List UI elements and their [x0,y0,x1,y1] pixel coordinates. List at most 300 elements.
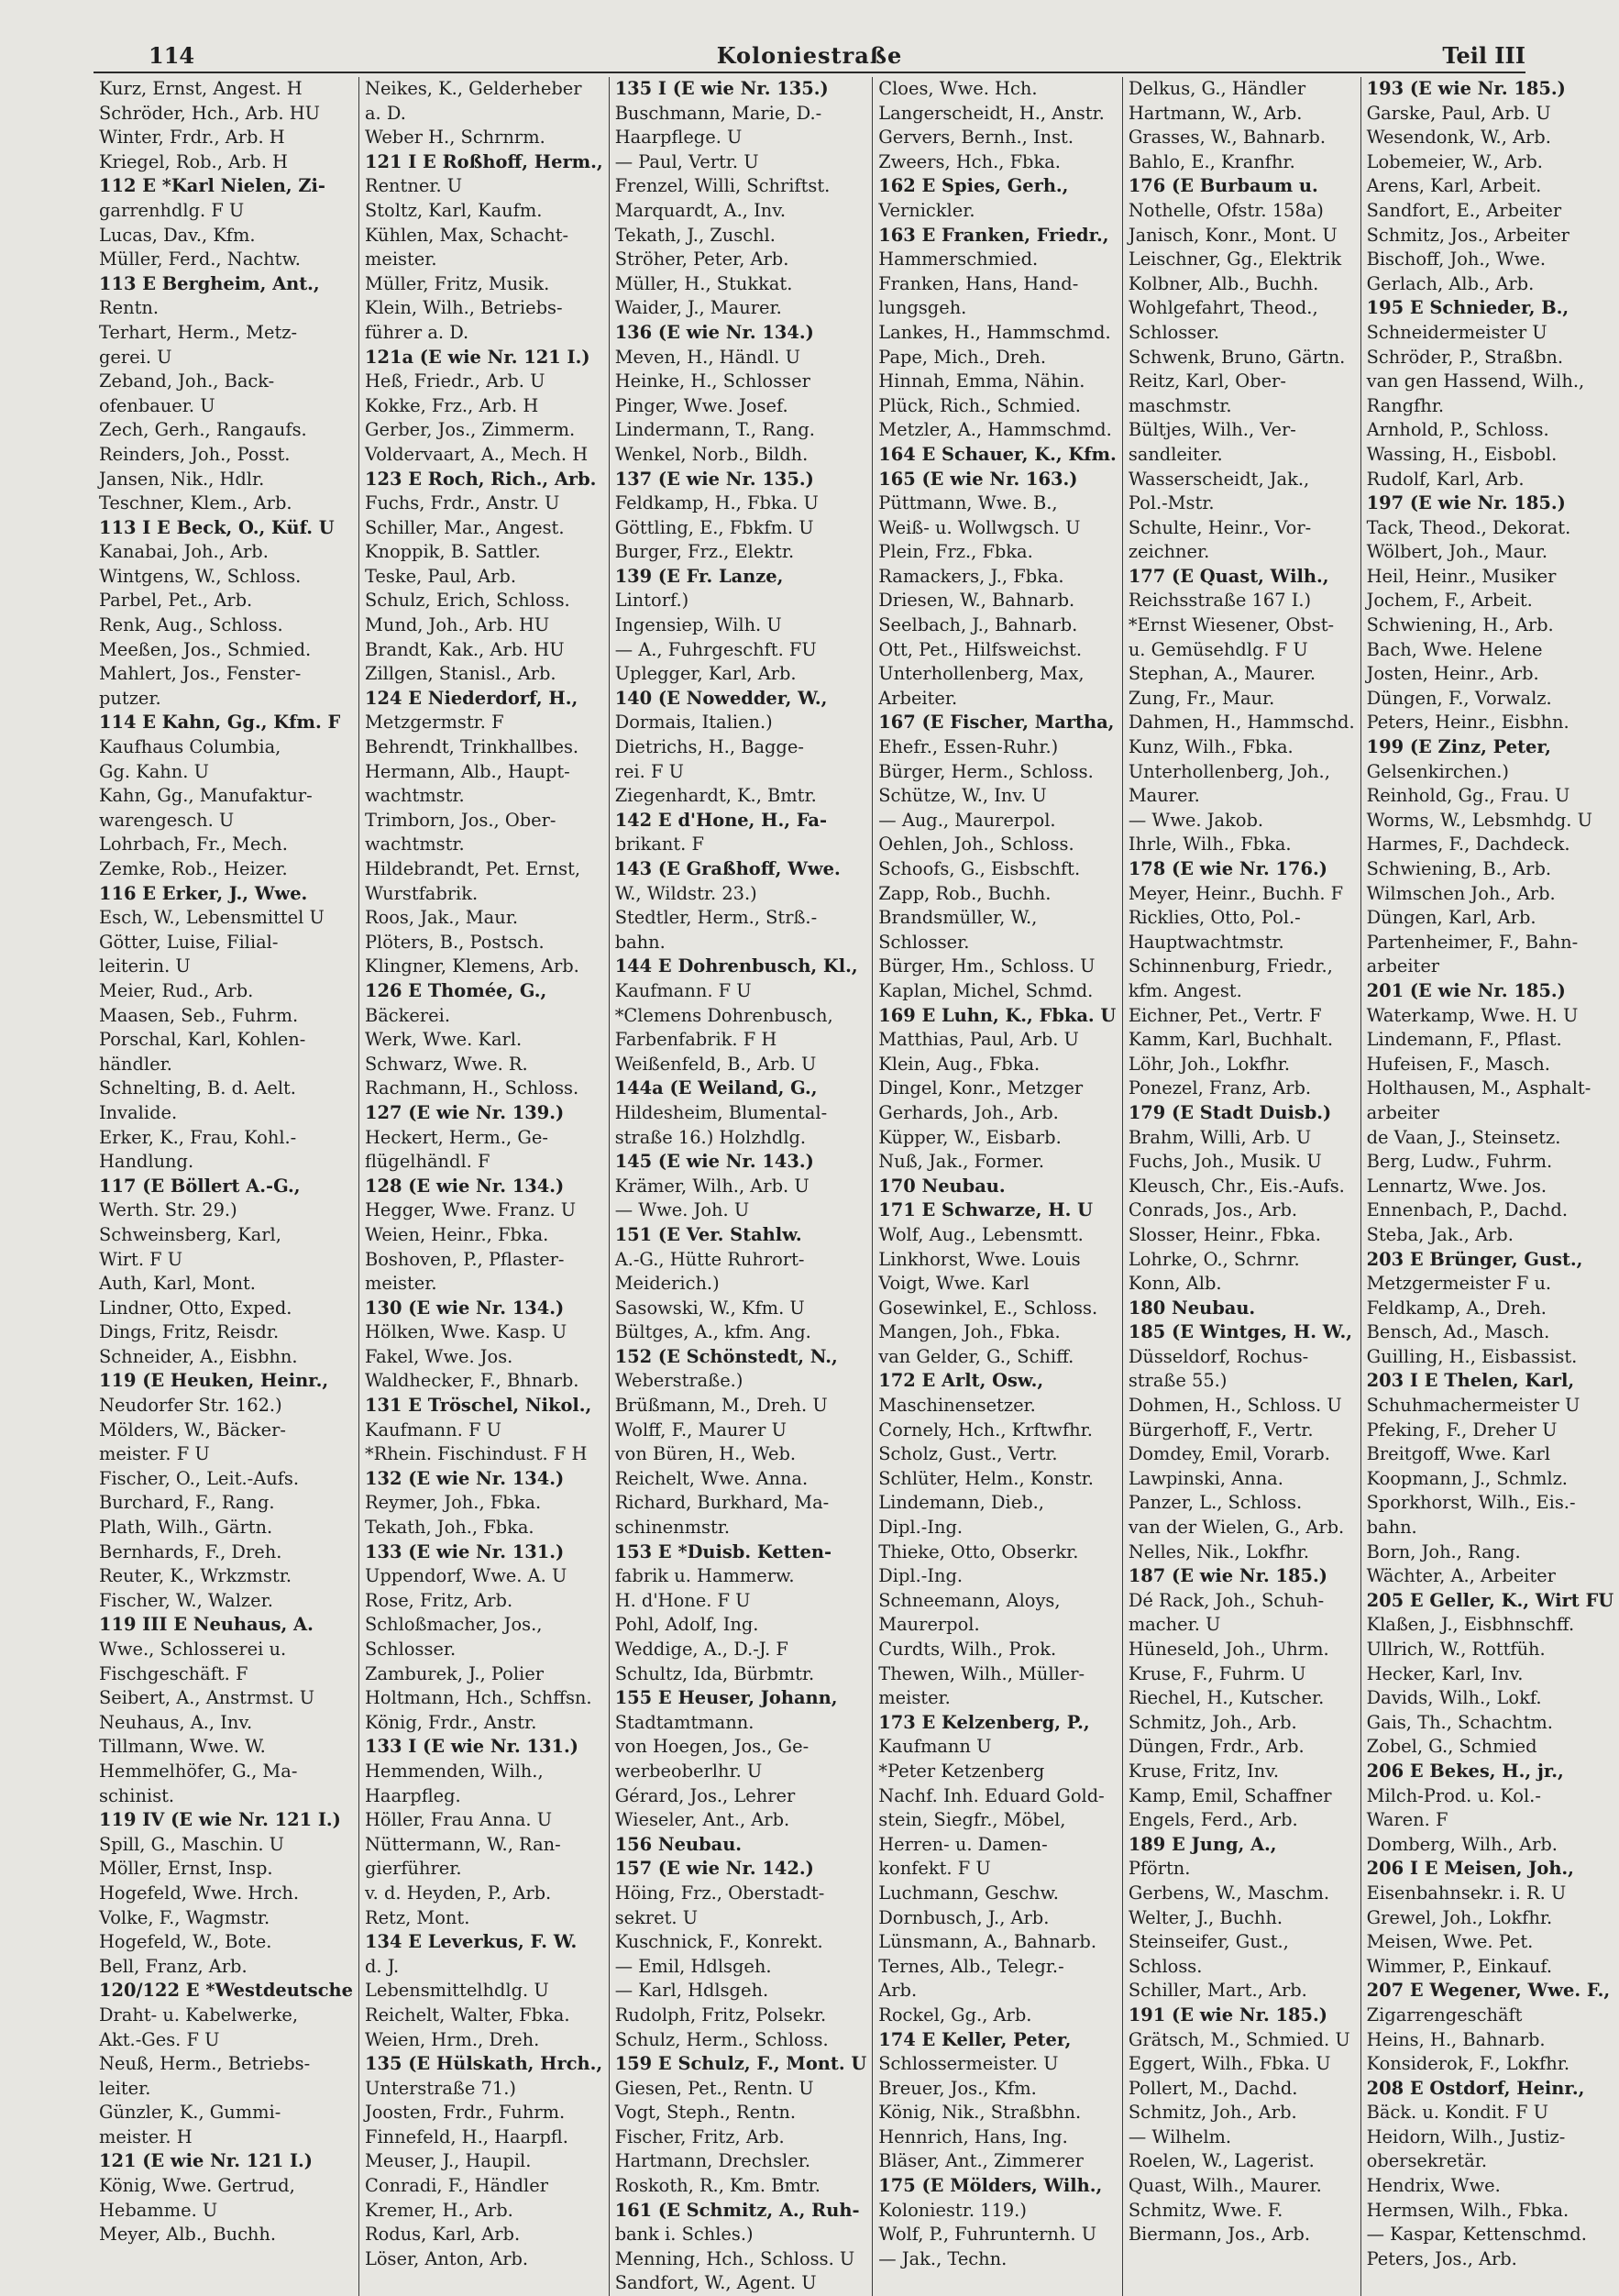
directory-entry: Eggert, Wilh., Fbka. U [1128,2053,1331,2075]
directory-entry: 137 (E wie Nr. 135.) [614,468,814,490]
directory-entry: Uppendorf, Wwe. A. U [364,1565,567,1587]
directory-entry: führer a. D. [364,321,469,343]
directory-entry: Meeßen, Jos., Schmied. [99,638,312,660]
directory-entry: meister. [878,1687,951,1709]
directory-entry: Farbenfabrik. F H [614,1029,777,1051]
directory-entry: 121a (E wie Nr. 121 I.) [364,346,590,368]
directory-entry: Nelles, Nik., Lokfhr. [1128,1540,1310,1562]
directory-entry: Reuter, K., Wrkzmstr. [99,1565,292,1587]
directory-entry: Guilling, H., Eisbassist. [1366,1345,1578,1367]
directory-entry: Bürger, Hm., Schloss. U [878,955,1096,977]
directory-entry: Weißenfeld, B., Arb. U [614,1053,817,1075]
directory-entry: Slosser, Heinr., Fbka. [1128,1223,1321,1245]
directory-entry: Neuhaus, A., Inv. [99,1711,253,1733]
directory-entry: Schlosser. [364,1639,457,1660]
directory-entry: Lobemeier, W., Arb. [1366,150,1543,172]
directory-entry: Löhr, Joh., Lokfhr. [1128,1053,1291,1075]
directory-entry: Kaufmann. F U [364,1418,501,1441]
directory-entry: Wintgens, W., Schloss. [99,565,302,587]
directory-entry: Steinseifer, Gust., [1128,1931,1289,1953]
directory-entry: Küpper, W., Eisbarb. [878,1126,1062,1148]
directory-entry: sekret. U [614,1906,699,1928]
directory-entry: meister. [364,248,437,270]
directory-entry: lungsgeh. [878,297,967,319]
directory-entry: Plath, Wilh., Gärtn. [99,1517,273,1539]
directory-entry: Kremer, H., Arb. [364,2199,513,2221]
directory-entry: Scholz, Gust., Vertr. [878,1443,1058,1465]
directory-entry: Jansen, Nik., Hdlr. [99,468,265,490]
directory-entry: Reichsstraße 167 I.) [1128,590,1312,612]
directory-entry: gerei. U [99,346,172,368]
directory-entry: warengesch. U [99,809,235,831]
directory-entry: Curdts, Wilh., Prok. [878,1639,1057,1660]
directory-entry: Worms, W., Lebsmhdg. U [1366,809,1592,831]
directory-entry: 133 (E wie Nr. 131.) [364,1540,565,1562]
directory-entry: Kriegel, Rob., Arb. H [99,150,288,172]
directory-entry: Thewen, Wilh., Müller- [878,1662,1085,1684]
directory-entry: 117 (E Böllert A.-G., [99,1175,301,1197]
directory-entry: Meuser, J., Haupil. [364,2150,532,2172]
directory-entry: Retz, Mont. [364,1906,470,1928]
directory-entry: Luchmann, Geschw. [878,1882,1059,1904]
directory-entry: Hemmelhöfer, G., Ma- [99,1760,298,1782]
directory-entry: Eisenbahnsekr. i. R. U [1366,1882,1567,1904]
directory-entry: Buschmann, Marie, D.- [614,102,822,124]
directory-entry: Schultz, Ida, Bürbmtr. [614,1662,815,1684]
directory-entry: Hammerschmied. [878,248,1039,270]
directory-entry: Rockel, Gg., Arb. [878,2003,1032,2026]
directory-entry: Peters, Jos., Arb. [1366,2247,1517,2269]
directory-entry: Driesen, W., Bahnarb. [878,590,1075,612]
directory-entry: Meisen, Wwe. Pet. [1366,1931,1534,1953]
directory-entry: Kühlen, Max, Schacht- [364,224,569,246]
directory-entry: Menning, Hch., Schloss. U [614,2247,855,2269]
directory-entry: 144 E Dohrenbusch, Kl., [614,955,858,977]
directory-entry: A.-G., Hütte Ruhrort- [614,1248,805,1270]
directory-entry: 121 (E wie Nr. 121 I.) [99,2150,313,2172]
directory-entry: 153 E *Duisb. Ketten- [614,1540,832,1562]
directory-entry: Kruse, Fritz, Inv. [1128,1760,1280,1782]
directory-entry: Vogt, Steph., Rentn. [614,2102,797,2124]
directory-entry: Fakel, Wwe. Jos. [364,1345,513,1367]
directory-entry: Wolf, Aug., Lebensmtt. [878,1223,1084,1245]
directory-entry: Klaßen, J., Eisbhnschff. [1366,1614,1575,1636]
directory-entry: Dahmen, H., Hammschd. [1128,712,1355,734]
directory-entry: Heckert, Herm., Ge- [364,1126,548,1148]
directory-entry: Plöters, B., Postsch. [364,931,545,953]
directory-entry: Nachf. Inh. Eduard Gold- [878,1784,1105,1806]
directory-entry: Peters, Heinr., Eisbhn. [1366,712,1569,734]
directory-entry: 187 (E wie Nr. 185.) [1128,1565,1327,1587]
directory-entry: Joosten, Frdr., Fuhrm. [364,2102,566,2124]
directory-entry: Bernhards, F., Dreh. [99,1540,282,1562]
directory-entry: Feldkamp, H., Fbka. U [614,492,819,514]
directory-entry: Rodus, Karl, Arb. [364,2224,521,2246]
directory-entry: Bürger, Herm., Schloss. [878,760,1094,782]
directory-entry: de Vaan, J., Steinsetz. [1366,1126,1561,1148]
directory-entry: Waren. F [1366,1809,1448,1831]
directory-entry: Rudolf, Karl, Arb. [1366,468,1525,490]
directory-entry: Waider, J., Maurer. [614,297,782,319]
directory-entry: von Hoegen, Jos., Ge- [614,1736,810,1758]
directory-entry: Domberg, Wilh., Arb. [1366,1833,1558,1855]
directory-entry: Löser, Anton, Arb. [364,2247,529,2269]
directory-entry: Schmitz, Joh., Arb. [1128,2102,1297,2124]
directory-entry: Voldervaart, A., Mech. H [364,443,589,465]
directory-entry: Stephan, A., Maurer. [1128,663,1316,685]
directory-entry: Richard, Burkhard, Ma- [614,1492,830,1514]
directory-entry: Hufeisen, F., Masch. [1366,1053,1550,1075]
directory-entry: Düngen, Frdr., Arb. [1128,1736,1305,1758]
directory-entry: brikant. F [614,833,704,855]
directory-entry: Rachmann, H., Schloss. [364,1077,579,1099]
directory-entry: Unterhollenberg, Joh., [1128,760,1330,782]
directory-entry: — Emil, Hdlsgeh. [614,1955,772,1977]
directory-entry: Hemmenden, Wilh., [364,1760,544,1782]
directory-entry: Metzgermeister F u. [1366,1273,1552,1295]
directory-entry: Bischoff, Joh., Wwe. [1366,248,1547,270]
directory-entry: Mahlert, Jos., Fenster- [99,663,302,685]
directory-entry: Draht- u. Kabelwerke, [99,2003,299,2026]
street-title: Koloniestraße [716,42,903,69]
directory-entry: Zemke, Rob., Heizer. [99,858,288,879]
directory-entry: Maasen, Seb., Fuhrm. [99,1004,299,1026]
directory-entry: 174 E Keller, Peter, [878,2028,1072,2050]
directory-entry: Schweinsberg, Karl, [99,1223,281,1245]
directory-entry: Müller, H., Stukkat. [614,272,793,294]
directory-entry: Quast, Wilh., Maurer. [1128,2175,1322,2197]
directory-entry: Haarpflege. U [614,127,743,149]
directory-entry: Maschinensetzer. [878,1395,1036,1417]
directory-entry: Pinger, Wwe. Josef. [614,394,788,416]
directory-entry: Schlossermeister. U [878,2053,1059,2075]
directory-entry: Dornbusch, J., Arb. [878,1906,1050,1928]
directory-entry: 195 E Schnieder, B., [1366,297,1569,319]
directory-entry: 177 (E Quast, Wilh., [1128,565,1329,587]
directory-entry: d. J. [364,1955,400,1977]
directory-entry: König, Nik., Straßbhn. [878,2102,1082,2124]
directory-entry: Bahlo, E., Kranfhr. [1128,150,1295,172]
directory-entry: Dipl.-Ing. [878,1517,964,1539]
directory-entry: Schiller, Mart., Arb. [1128,1980,1307,2002]
directory-entry: Parbel, Pet., Arb. [99,590,253,612]
directory-entry: Lennartz, Wwe. Jos. [1366,1175,1547,1197]
directory-entry: Davids, Wilh., Lokf. [1366,1687,1542,1709]
directory-entry: Reichelt, Walter, Fbka. [364,2003,570,2026]
directory-entry: Wächter, A., Arbeiter [1366,1565,1556,1587]
directory-entry: 157 (E wie Nr. 142.) [614,1858,814,1880]
directory-entry: 144a (E Weiland, G., [614,1077,818,1099]
directory-entry: Eichner, Pet., Vertr. F [1128,1004,1322,1026]
directory-entry: Giesen, Pet., Rentn. U [614,2077,814,2099]
directory-entry: Reinhold, Gg., Frau. U [1366,785,1570,807]
section-label: Teil III [1442,42,1525,69]
directory-entry: Grätsch, M., Schmied. U [1128,2028,1350,2050]
directory-entry: Meiderich.) [614,1273,720,1295]
directory-entry: obersekretär. [1366,2150,1488,2172]
directory-entry: Plück, Rich., Schmied. [878,394,1081,416]
directory-entry: Lindemann, Dieb., [878,1492,1044,1514]
directory-entry: 206 I E Meisen, Joh., [1366,1858,1574,1880]
directory-entry: Müller, Fritz, Musik. [364,272,550,294]
directory-entry: 179 (E Stadt Duisb.) [1128,1101,1332,1123]
directory-entry: 180 Neubau. [1128,1297,1256,1319]
directory-entry: Holtmann, Hch., Schffsn. [364,1687,592,1709]
directory-entry: Rentner. U [364,175,463,197]
directory-entry: Pförtn. [1128,1858,1191,1880]
directory-entry: Josten, Heinr., Arb. [1366,663,1539,685]
directory-entry: bahn. [614,931,666,953]
directory-entry: Kleusch, Chr., Eis.-Aufs. [1128,1175,1345,1197]
directory-entry: Sporkhorst, Wilh., Eis.- [1366,1492,1576,1514]
directory-entry: — Karl, Hdlsgeh. [614,1980,769,2002]
directory-entry: Koopmann, J., Schmlz. [1366,1467,1568,1489]
directory-entry: van der Wielen, G., Arb. [1128,1517,1345,1539]
directory-entry: wachtmstr. [364,833,465,855]
directory-entry: Waterkamp, Wwe. H. U [1366,1004,1579,1026]
directory-entry: 126 E Thomée, G., [364,979,547,1001]
directory-entry: — Wwe. Joh. U [614,1199,750,1221]
directory-entry: Uplegger, Karl, Arb. [614,663,797,685]
directory-entry: Schinnenburg, Friedr., [1128,955,1333,977]
directory-entry: Partenheimer, F., Bahn- [1366,931,1579,953]
directory-entry: Wesendonk, W., Arb. [1366,127,1551,149]
directory-entry: Meven, H., Händl. U [614,346,800,368]
directory-entry: Hölken, Wwe. Kasp. U [364,1321,567,1343]
directory-entry: Pohl, Adolf, Ing. [614,1614,759,1636]
directory-entry: 127 (E wie Nr. 139.) [364,1101,565,1123]
directory-entry: Schwarz, Wwe. R. [364,1053,528,1075]
directory-entry: 176 (E Burbaum u. [1128,175,1318,197]
directory-entry: gierführer. [364,1858,462,1880]
column-3 [610,77,874,2296]
directory-entry: 203 I E Thelen, Karl, [1366,1370,1575,1392]
directory-entry: Rangfhr. [1366,394,1445,416]
directory-entry: Kamp, Emil, Schaffner [1128,1784,1332,1806]
directory-entry: Lawpinski, Anna. [1128,1467,1283,1489]
column-5 [1123,77,1361,2296]
directory-entry: Kahn, Gg., Manufaktur- [99,785,313,807]
directory-entry: Ternes, Alb., Telegr.- [878,1955,1064,1977]
directory-entry: Hildebrandt, Pet. Ernst, [364,858,581,879]
directory-entry: Schröder, P., Straßbn. [1366,346,1564,368]
directory-entry: 124 E Niederdorf, H., [364,687,578,709]
directory-entry: 170 Neubau. [878,1175,1006,1197]
directory-entry: Hendrix, Wwe. [1366,2175,1501,2197]
directory-entry: Schlosser. [878,931,970,953]
directory-entry: 208 E Ostdorf, Heinr., [1366,2077,1585,2099]
directory-entry: H. d'Hone. F U [614,1589,751,1611]
directory-entry: Zamburek, J., Polier [364,1662,544,1684]
directory-entry: Wolf, P., Fuhrunternh. U [878,2224,1097,2246]
directory-entry: Reinders, Joh., Posst. [99,443,291,465]
directory-entry: 133 I (E wie Nr. 131.) [364,1736,578,1758]
directory-entry: arbeiter [1366,955,1440,977]
directory-entry: 145 (E wie Nr. 143.) [614,1151,814,1173]
directory-entry: 165 (E wie Nr. 163.) [878,468,1078,490]
directory-entry: Heinke, H., Schlosser [614,370,810,392]
directory-entry: — Aug., Maurerpol. [878,809,1056,831]
directory-entry: Leischner, Gg., Elektrik [1128,248,1342,270]
directory-entry: Lohrbach, Fr., Mech. [99,833,288,855]
directory-entry: Pfeking, F., Dreher U [1366,1418,1558,1441]
directory-entry: Engels, Ferd., Arb. [1128,1809,1298,1831]
directory-entry: Düsseldorf, Rochus- [1128,1345,1309,1367]
directory-entry: leiterin. U [99,955,191,977]
page-header [94,40,1525,73]
directory-entry: von Büren, H., Web. [614,1443,797,1465]
directory-entry: Schmitz, Joh., Arb. [1128,1711,1297,1733]
directory-entry: Zobel, G., Schmied [1366,1736,1537,1758]
directory-entry: Gosewinkel, E., Schloss. [878,1297,1098,1319]
directory-entry: werbeoberlhr. U [614,1760,763,1782]
directory-entry: Göttling, E., Fbkfm. U [614,516,814,538]
directory-columns [94,77,1614,2294]
directory-entry: Conrads, Jos., Arb. [1128,1199,1298,1221]
directory-entry: Schröder, Hch., Arb. HU [99,102,320,124]
directory-entry: Holthausen, M., Asphalt- [1366,1077,1591,1099]
directory-entry: Meier, Rud., Arb. [99,979,254,1001]
directory-entry: Riechel, H., Kutscher. [1128,1687,1325,1709]
directory-entry: kfm. Angest. [1128,979,1242,1001]
directory-entry: 135 I (E wie Nr. 135.) [614,78,829,99]
directory-entry: macher. U [1128,1614,1221,1636]
directory-entry: Trimborn, Jos., Ober- [364,809,556,831]
directory-entry: Biermann, Jos., Arb. [1128,2224,1310,2246]
directory-entry: Brahm, Willi, Arb. U [1128,1126,1312,1148]
directory-entry: Wasserscheidt, Jak., [1128,468,1310,490]
directory-entry: Weien, Hrm., Dreh. [364,2028,540,2050]
directory-entry: Zung, Fr., Maur. [1128,687,1275,709]
directory-entry: Nothelle, Ofstr. 158a) [1128,199,1324,221]
directory-entry: Voigt, Wwe. Karl [878,1273,1030,1295]
directory-entry: Hecker, Karl, Inv. [1366,1662,1524,1684]
directory-entry: Unterstraße 71.) [364,2077,516,2099]
directory-entry: Kaufmann. F U [614,979,752,1001]
directory-entry: Heß, Friedr., Arb. U [364,370,545,392]
directory-entry: Wohlgefahrt, Theod., [1128,297,1318,319]
directory-entry: Hogefeld, Wwe. Hrch. [99,1882,300,1904]
directory-entry: Ricklies, Otto, Pol.- [1128,907,1301,929]
directory-entry: Rose, Fritz, Arb. [364,1589,513,1611]
directory-entry: Weberstraße.) [614,1370,743,1392]
directory-entry: Reymer, Joh., Fbka. [364,1492,542,1514]
directory-entry: Matthias, Paul, Arb. U [878,1029,1079,1051]
directory-entry: Püttmann, Wwe. B., [878,492,1058,514]
directory-entry: Thieke, Otto, Obserkr. [878,1540,1079,1562]
directory-entry: Hermsen, Wilh., Fbka. [1366,2199,1569,2221]
directory-entry: Volke, F., Wagmstr. [99,1906,270,1928]
directory-entry: König, Wwe. Gertrud, [99,2175,295,2197]
directory-entry: Ingensiep, Wilh. U [614,614,782,636]
directory-entry: Panzer, L., Schloss. [1128,1492,1303,1514]
directory-entry: Metzgermstr. F [364,712,504,734]
directory-entry: Terhart, Herm., Metz- [99,321,298,343]
directory-entry: Ramackers, J., Fbka. [878,565,1064,587]
directory-entry: 128 (E wie Nr. 134.) [364,1175,565,1197]
directory-entry: Cloes, Wwe. Hch. [878,78,1038,99]
directory-entry: Vernickler. [878,199,975,221]
directory-entry: Stedtler, Herm., Strß.- [614,907,818,929]
directory-entry: ofenbauer. U [99,394,215,416]
directory-entry: händler. [99,1053,172,1075]
directory-entry: schinenmstr. [614,1517,731,1539]
directory-entry: Brandt, Kak., Arb. HU [364,638,565,660]
directory-entry: Hartmann, Drechsler. [614,2150,811,2172]
directory-entry: — Paul, Vertr. U [614,150,759,172]
directory-entry: Domdey, Emil, Vorarb. [1128,1443,1330,1465]
directory-entry: 205 E Geller, K., Wirt FU [1366,1589,1614,1611]
directory-entry: Arb. [878,1980,918,2002]
directory-entry: 159 E Schulz, F., Mont. U [614,2053,867,2075]
directory-entry: Schneider, A., Eisbhn. [99,1345,298,1367]
directory-entry: Schneidermeister U [1366,321,1547,343]
directory-entry: Arens, Karl, Arbeit. [1366,175,1542,197]
directory-entry: 132 (E wie Nr. 134.) [364,1467,565,1489]
directory-entry: Gerhards, Joh., Arb. [878,1101,1059,1123]
directory-entry: Pollert, M., Dachd. [1128,2077,1298,2099]
directory-entry: Grewel, Joh., Lokfhr. [1366,1906,1553,1928]
directory-entry: 178 (E wie Nr. 176.) [1128,858,1327,879]
directory-entry: Kaufmann U [878,1736,992,1758]
directory-entry: 120/122 E *Westdeutsche [99,1980,353,2002]
directory-entry: Roelen, W., Lagerist. [1128,2150,1315,2172]
directory-entry: Roskoth, R., Km. Bmtr. [614,2175,821,2197]
directory-entry: Unterhollenberg, Max, [878,663,1085,685]
directory-entry: 123 E Roch, Rich., Arb. [364,468,597,490]
directory-entry: Düngen, Karl, Arb. [1366,907,1536,929]
directory-entry: Burger, Frz., Elektr. [614,541,795,563]
directory-entry: 175 (E Mölders, Wilh., [878,2175,1103,2197]
directory-entry: straße 55.) [1128,1370,1228,1392]
directory-entry: — Jak., Techn. [878,2247,1008,2269]
directory-entry: Garske, Paul, Arb. U [1366,102,1551,124]
directory-entry: Kuschnick, F., Konrekt. [614,1931,823,1953]
directory-entry: Kanabai, Joh., Arb. [99,541,269,563]
directory-entry: Ströher, Peter, Arb. [614,248,789,270]
column-4 [873,77,1123,2296]
directory-entry: Neudorfer Str. 162.) [99,1395,282,1417]
page-number: 114 [149,42,195,69]
directory-entry: Heins, H., Bahnarb. [1366,2028,1546,2050]
directory-entry: Lintorf.) [614,590,689,612]
directory-entry: Reitz, Karl, Ober- [1128,370,1286,392]
directory-entry: bank i. Schles.) [614,2224,754,2246]
directory-entry: Grasses, W., Bahnarb. [1128,127,1327,149]
directory-entry: Behrendt, Trinkhallbes. [364,736,579,758]
directory-entry: meister. [364,1273,437,1295]
directory-entry: Schütze, W., Inv. U [878,785,1047,807]
directory-entry: Höing, Frz., Oberstadt- [614,1882,825,1904]
directory-entry: Cornely, Hch., Krftwfhr. [878,1418,1093,1441]
directory-entry: Akt.-Ges. F U [99,2028,220,2050]
directory-entry: sandleiter. [1128,443,1223,465]
directory-entry: 201 (E wie Nr. 185.) [1366,979,1566,1001]
directory-entry: Hinnah, Emma, Nähin. [878,370,1085,392]
directory-entry: Nüttermann, W., Ran- [364,1833,561,1855]
directory-entry: Götter, Luise, Filial- [99,931,279,953]
directory-entry: Seibert, A., Anstrmst. U [99,1687,315,1709]
column-6 [1361,77,1619,2296]
directory-entry: 197 (E wie Nr. 185.) [1366,492,1566,514]
directory-entry: Knoppik, B. Sattler. [364,541,541,563]
directory-entry: leiter. [99,2077,151,2099]
directory-entry: 121 I E Roßhoff, Herm., [364,150,603,172]
directory-entry: Bensch, Ad., Masch. [1366,1321,1550,1343]
directory-entry: Mangen, Joh., Fbka. [878,1321,1061,1343]
directory-entry: arbeiter [1366,1101,1440,1123]
directory-entry: Lindemann, F., Pflast. [1366,1029,1562,1051]
